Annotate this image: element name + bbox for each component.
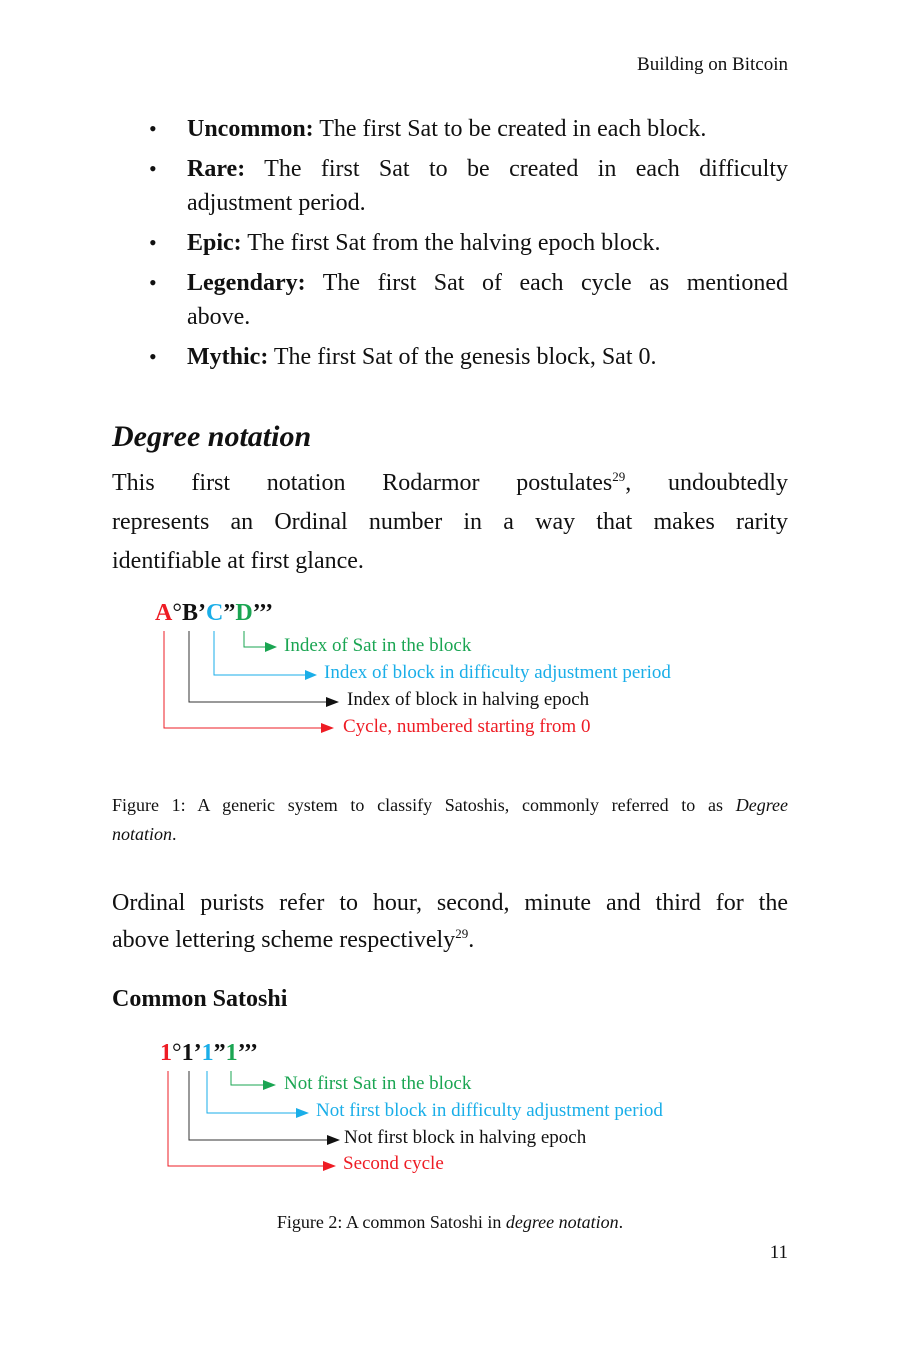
- intro-paragraph: This first notation Rodarmor postulates$^{29}$, undoubtedly represents an Ordinal number in a way that makes rarity identifiable at first glance.: [112, 469, 788, 574]
- arrow-icon: [305, 670, 317, 680]
- footnote-ref: 29: [612, 469, 626, 484]
- arrow-icon: [296, 1108, 309, 1118]
- label-cycle: Second cycle: [343, 1153, 444, 1174]
- subsection-heading: Common Satoshi: [112, 986, 288, 1012]
- label-sat-index: Not first Sat in the block: [284, 1073, 472, 1094]
- running-header: Building on Bitcoin: [637, 54, 788, 75]
- arrow-icon: [327, 1135, 340, 1145]
- arrow-icon: [263, 1080, 276, 1090]
- arrow-icon: [321, 723, 334, 733]
- term: Rare:: [187, 156, 246, 182]
- label-difficulty-index: Index of block in difficulty adjustment period: [324, 662, 671, 683]
- label-difficulty-index: Not first block in difficulty adjustment period: [316, 1100, 663, 1121]
- arrow-icon: [323, 1161, 336, 1171]
- ordinal-purists-paragraph: Ordinal purists refer to hour, second, minute and third for the above lettering scheme respectively$^{29}$.: [112, 890, 788, 953]
- bullet-icon: •: [149, 116, 157, 141]
- label-epoch-index: Not first block in halving epoch: [344, 1127, 587, 1148]
- term: Uncommon:: [187, 116, 314, 142]
- arrow-icon: [265, 642, 277, 652]
- term: Epic:: [187, 230, 242, 256]
- label-cycle: Cycle, numbered starting from 0: [343, 716, 591, 737]
- page-number: 11: [769, 1242, 788, 1263]
- definition: The first Sat from the halving epoch block.: [247, 230, 661, 256]
- definition: The first Sat to be created in each difficulty: [264, 156, 788, 182]
- bullet-icon: •: [149, 270, 157, 295]
- footnote-ref: 29: [455, 926, 469, 941]
- figure-2-caption: Figure 2: A common Satoshi in degree notation.: [276, 1212, 624, 1232]
- label-sat-index: Index of Sat in the block: [284, 635, 472, 656]
- label-epoch-index: Index of block in halving epoch: [347, 689, 590, 710]
- degree-notation-common: 1°1’1”1’’’: [160, 1040, 259, 1066]
- arrow-icon: [326, 697, 339, 707]
- term: Legendary:: [187, 270, 306, 296]
- definition-cont: above.: [187, 304, 251, 330]
- section-heading: Degree notation: [112, 420, 312, 453]
- definition: The first Sat to be created in each block.: [319, 116, 707, 142]
- bullet-icon: •: [149, 156, 157, 181]
- figure-1-caption: Figure 1: A generic system to classify Satoshis, commonly referred to as Degree notation.: [112, 795, 789, 844]
- definition-cont: adjustment period.: [187, 190, 366, 216]
- bullet-icon: •: [149, 344, 157, 369]
- term: Mythic:: [187, 344, 269, 370]
- degree-notation-generic: A°B’C”D’’’: [155, 600, 274, 626]
- definition: The first Sat of each cycle as mentioned: [322, 270, 788, 296]
- bullet-icon: •: [149, 230, 157, 255]
- definition: The first Sat of the genesis block, Sat 0.: [273, 344, 657, 370]
